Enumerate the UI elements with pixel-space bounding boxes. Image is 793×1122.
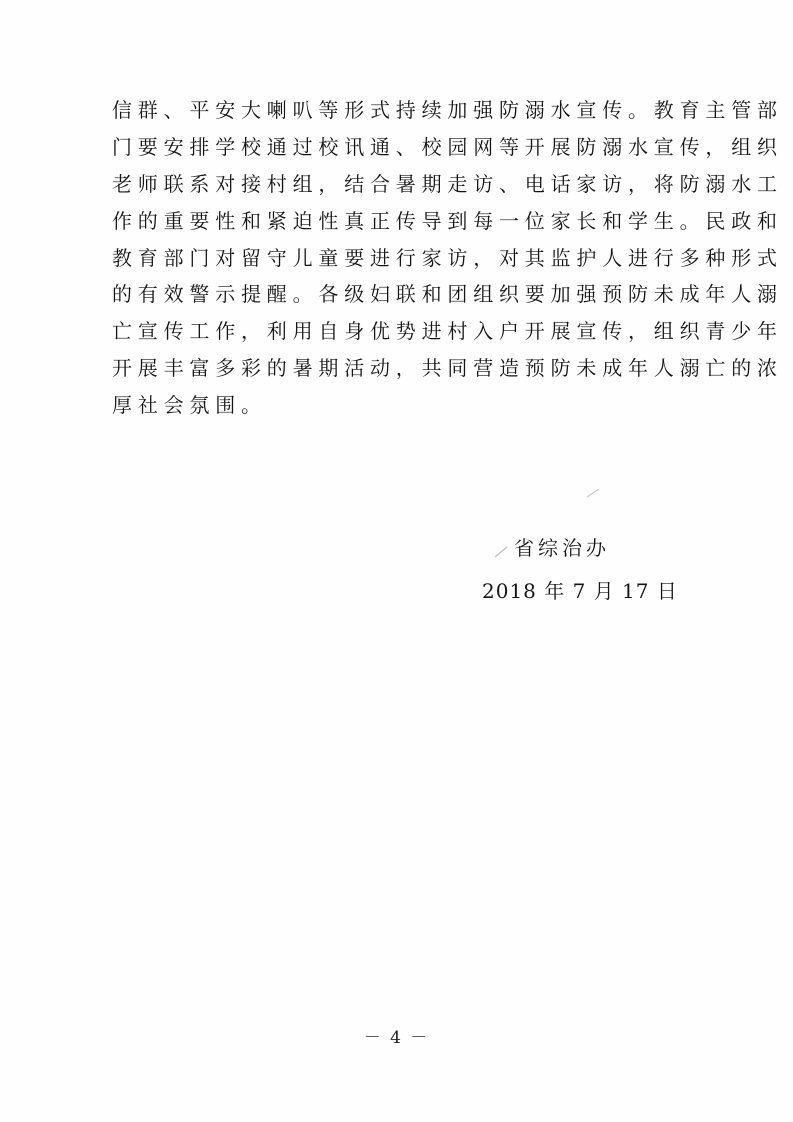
scan-artifact-mark [494,546,508,558]
body-line: 亡宣传工作，利用自身优势进村入户开展宣传，组织青少年 [112,319,783,344]
body-line: 老师联系对接村组，结合暑期走访、电话家访，将防溺水工 [112,171,783,196]
body-line: 厚社会氛围。 [112,393,267,418]
body-line: 的有效警示提醒。各级妇联和团组织要加强预防未成年人溺 [112,282,783,307]
body-paragraph [112,92,783,424]
body-line: 开展丰富多彩的暑期活动，共同营造预防未成年人溺亡的浓 [112,356,783,381]
page-number: － 4 － [363,1028,430,1048]
body-line: 教育部门对留守儿童要进行家访，对其监护人进行多种形式 [112,245,783,270]
issue-date: 2018 年 7 月 17 日 [482,579,678,603]
scan-artifact-mark [586,488,600,498]
body-line: 门要安排学校通过校讯通、校园网等开展防溺水宣传，组织 [112,134,783,159]
body-line: 作的重要性和紧迫性真正传导到每一位家长和学生。民政和 [112,208,783,233]
issuing-organization: 省综治办 [514,536,610,560]
body-line: 信群、平安大喇叭等形式持续加强防溺水宣传。教育主管部 [112,98,783,122]
